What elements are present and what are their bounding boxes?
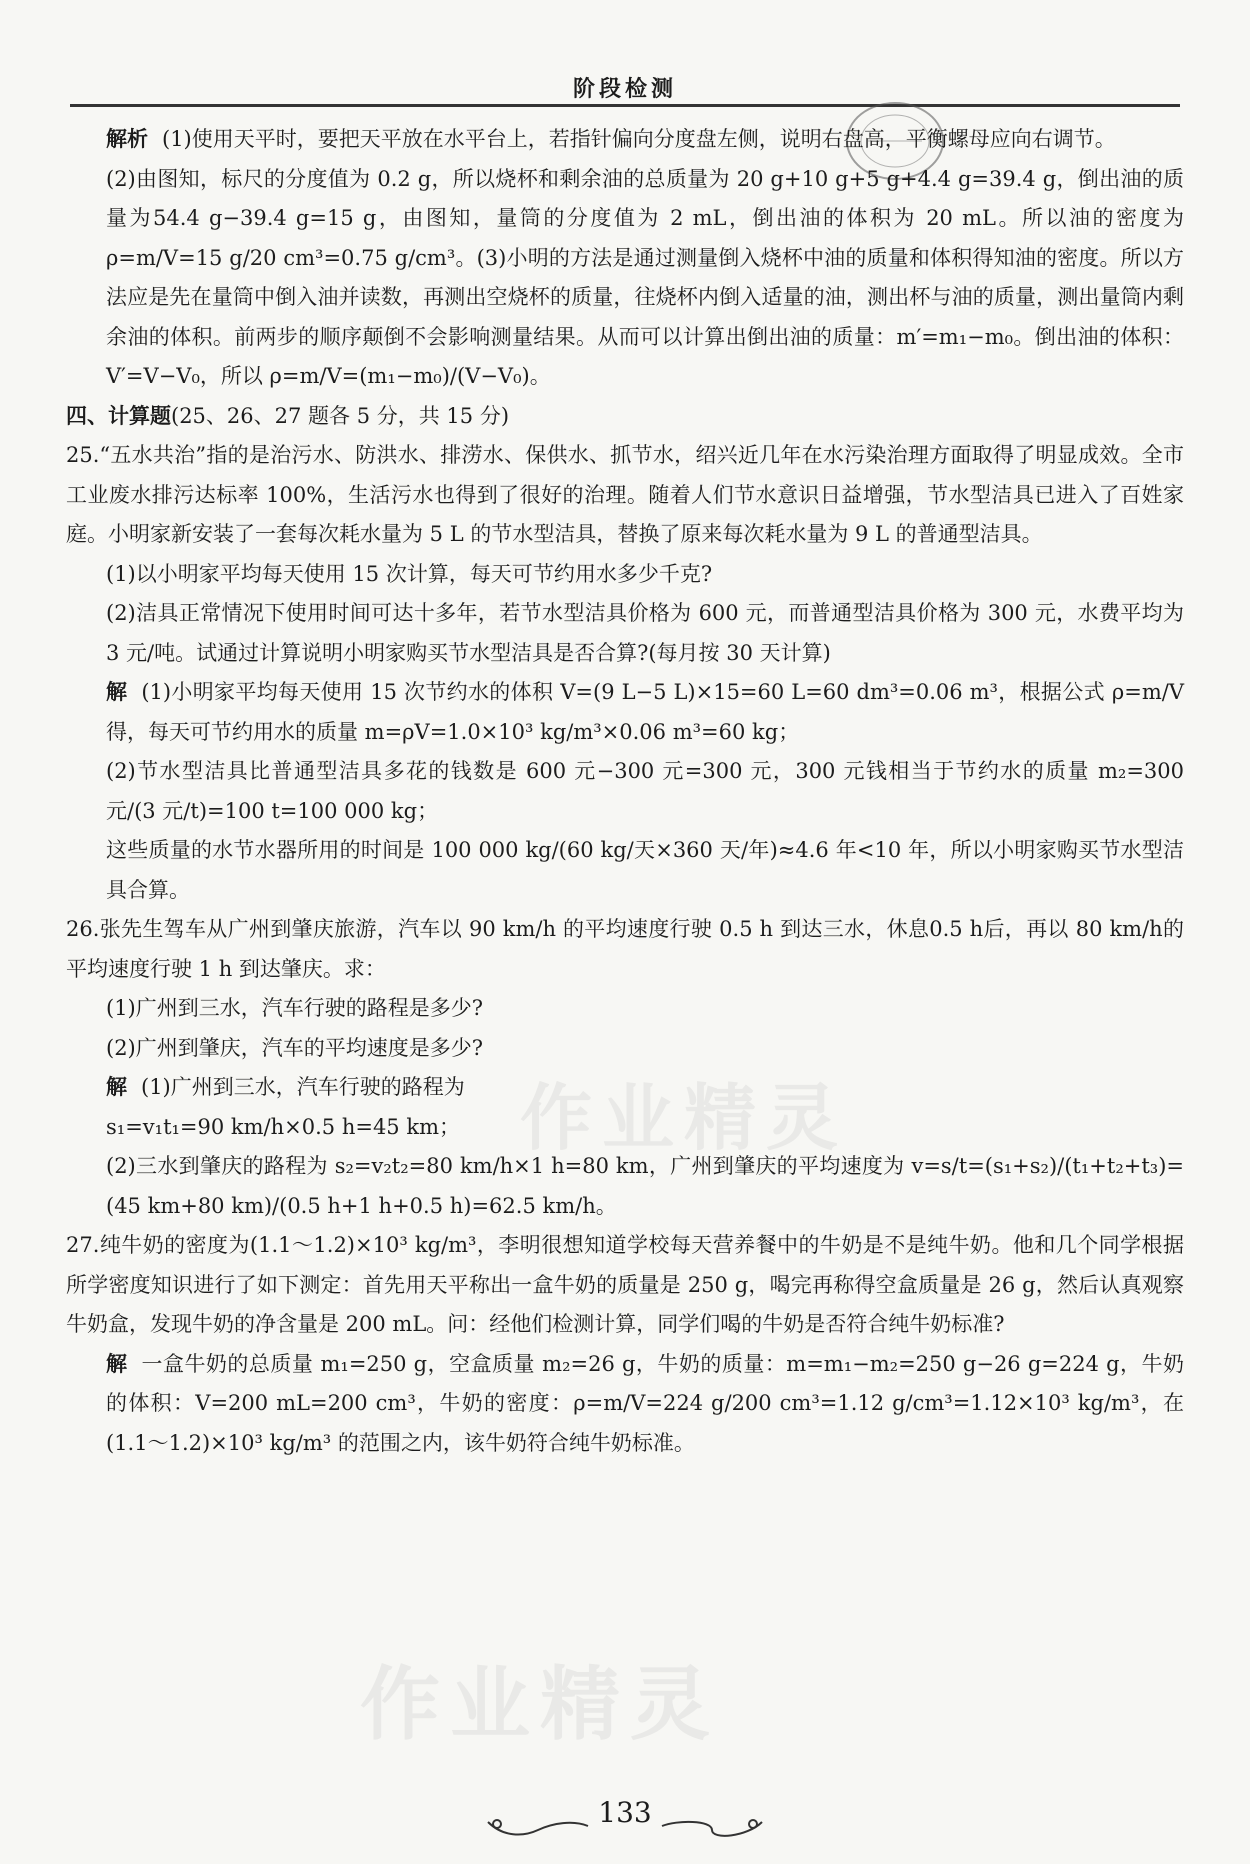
q27-solution-label: 解 (106, 1351, 128, 1376)
watermark-mid: 作业精灵 (520, 1076, 849, 1160)
q25-sub2: (2)洁具正常情况下使用时间可达十多年，若节水型洁具价格为 600 元，而普通型洁具价格为 300 元，水费平均为 3 元/吨。试通过计算说明小明家购买节水型洁具是否合算?(每月按 30 天计算) (106, 601, 1184, 665)
section-heading (66, 397, 1184, 437)
q26-solution-1b: s₁=v₁t₁=90 km/h×0.5 h=45 km； (106, 1114, 460, 1139)
q27-number: 27. (66, 1233, 100, 1257)
right-ornament-icon (657, 1812, 767, 1842)
q27-solution-1 (66, 1345, 1184, 1464)
q26-stem (66, 910, 1184, 989)
page-header (70, 68, 1180, 108)
q25-stem-text: “五水共治”指的是治污水、防洪水、排涝水、保供水、抓节水，绍兴近几年在水污染治理方面取得了明显成效。全市工业废水排污达标率 100%，生活污水也得到了很好的治理。随着人们节水意识日益增强，节水型洁具已进入了百姓家庭。小明家新安装了一套每次耗水量为 5 L 的节水型洁具，替换了原来每次耗水量为 9 L 的普通型洁具。 (66, 443, 1184, 546)
q26-solution-1 (66, 1068, 1184, 1108)
q25-solution-2: (2)节水型洁具比普通型洁具多花的钱数是 600 元−300 元=300 元，300 元钱相当于节约水的质量 m₂=300 元/(3 元/t)=100 t=100 000 kg； (106, 759, 1184, 823)
page-content (66, 120, 1184, 1463)
analysis-line-1 (66, 120, 1184, 160)
q26-stem-text: 张先生驾车从广州到肇庆旅游，汽车以 90 km/h 的平均速度行驶 0.5 h 到达三水，休息0.5 h后，再以 80 km/h的平均速度行驶 1 h 到达肇庆。求： (66, 917, 1184, 981)
analysis-label: 解析 (106, 127, 148, 151)
left-ornament-icon (483, 1812, 593, 1842)
q25-solution-3: 这些质量的水节水器所用的时间是 100 000 kg/(60 kg/天×360 天/年)≈4.6 年<10 年，所以小明家购买节水型洁具合算。 (106, 838, 1184, 902)
q26-number: 26. (66, 917, 100, 941)
q27-stem (66, 1226, 1184, 1345)
q26-sub1: (1)广州到三水，汽车行驶的路程是多少? (106, 996, 484, 1020)
q25-solution-label: 解 (106, 680, 128, 704)
q26-sub2: (2)广州到肇庆，汽车的平均速度是多少? (106, 1035, 484, 1060)
q27-solution-1-text: 一盒牛奶的总质量 m₁=250 g，空盒质量 m₂=26 g，牛奶的质量：m=m₁−m₂=250 g−26 g=224 g，牛奶的体积：V=200 mL=200 cm³，牛奶的密度：ρ=m/V=224 g/200 cm³=1.12 g/cm³=1.12×10³ kg/m³，在(1.1～1.2)×10³ kg/m³ 的范围之内，该牛奶符合纯牛奶标准。 (106, 1351, 1184, 1455)
page-number: 133 (598, 1796, 652, 1829)
q25-solution-1-text: (1)小明家平均每天使用 15 次节约水的体积 V=(9 L−5 L)×15=60 L=60 dm³=0.06 m³，根据公式 ρ=m/V 得，每天可节约用水的质量 m=ρV=1.0×10³ kg/m³×0.06 m³=60 kg； (106, 680, 1184, 744)
analysis-text-1: (1)使用天平时，要把天平放在水平台上，若指针偏向分度盘左侧，说明右盘高，平衡螺母应向右调节。 (162, 127, 1116, 151)
header-rule (70, 104, 1180, 107)
q25-stem (66, 436, 1184, 555)
watermark-bottom: 作业精灵 (360, 1658, 720, 1751)
q25-solution-1 (66, 673, 1184, 752)
analysis-line-2: (2)由图知，标尺的分度值为 0.2 g，所以烧杯和剩余油的总质量为 20 g+10 g+5 g+4.4 g=39.4 g，倒出油的质量为54.4 g−39.4 g=15 g，由图知，量筒的分度值为 2 mL，倒出油的体积为 20 mL。所以油的密度为 ρ=m/V=15 g/20 cm³=0.75 g/cm³。(3)小明的方法是通过测量倒入烧杯中油的质量和体积得知油的密度。所以方法应是先在量筒中倒入油并读数，再测出空烧杯的质量，往烧杯内倒入适量的油，测出杯与油的质量，测出量筒内剩余油的体积。前两步的顺序颠倒不会影响测量结果。从而可以计算出倒出油的质量：m′=m₁−m₀。倒出油的体积：V′=V−V₀，所以 ρ=m/V=(m₁−m₀)/(V−V₀)。 (106, 166, 1184, 388)
q26-solution-2: (2)三水到肇庆的路程为 s₂=v₂t₂=80 km/h×1 h=80 km，广州到肇庆的平均速度为 v=s/t=(s₁+s₂)/(t₁+t₂+t₃)=(45 km+80 km)/(0.5 h+1 h+0.5 h)=62.5 km/h。 (106, 1154, 1184, 1218)
section-title: 四、计算题 (66, 403, 171, 428)
q27-stem-text: 纯牛奶的密度为(1.1～1.2)×10³ kg/m³，李明很想知道学校每天营养餐中的牛奶是不是纯牛奶。他和几个同学根据所学密度知识进行了如下测定：首先用天平称出一盒牛奶的质量是 250 g，喝完再称得空盒质量是 26 g，然后认真观察牛奶盒，发现牛奶的净含量是 200 mL。问：经他们检测计算，同学们喝的牛奶是否符合纯牛奶标准? (66, 1233, 1184, 1336)
q25-number: 25. (66, 443, 100, 467)
q25-sub1: (1)以小明家平均每天使用 15 次计算，每天可节约用水多少千克? (106, 561, 713, 586)
section-note: (25、26、27 题各 5 分，共 15 分) (171, 403, 510, 428)
page-footer (0, 1796, 1250, 1852)
q26-solution-1-text: (1)广州到三水，汽车行驶的路程为 (141, 1075, 465, 1099)
header-title: 阶段检测 (572, 77, 677, 102)
q26-solution-label: 解 (106, 1075, 127, 1099)
